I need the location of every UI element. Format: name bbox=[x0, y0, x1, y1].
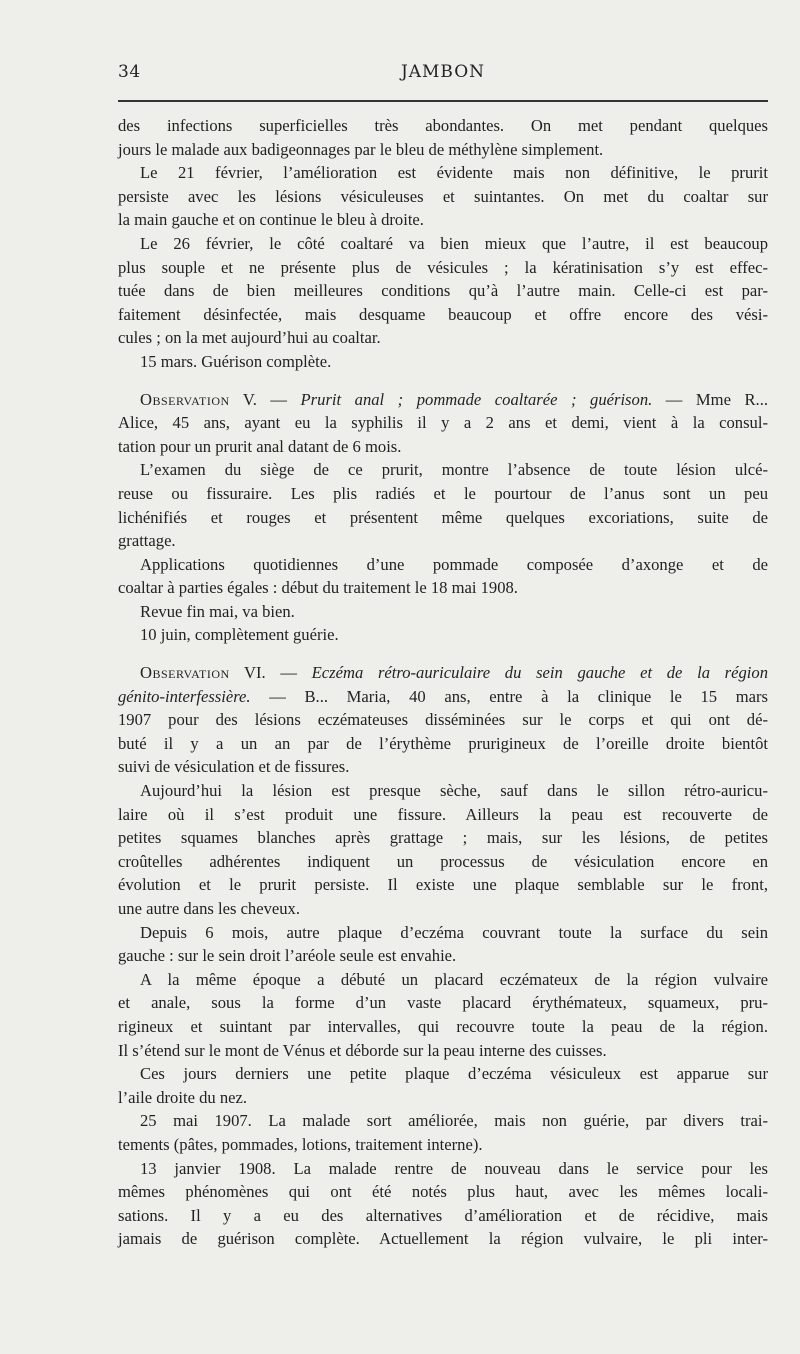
section-gap bbox=[118, 374, 768, 388]
text-line: jamais de guérison complète. Actuellement la région vulvaire, le pli inter- bbox=[118, 1229, 768, 1249]
text-line: sations. Il y a eu des alternatives d’amélioration et de récidive, mais bbox=[118, 1205, 768, 1225]
text-line: croûtelles adhérentes indiquent un processus de vésiculation encore en bbox=[118, 851, 768, 871]
text-line: lichénifiés et rouges et présentent même quelques excoriations, suite de bbox=[118, 507, 768, 527]
text-line: jours le malade aux badigeonnages par le bleu de méthylène simplement. bbox=[118, 139, 604, 159]
observation-label: Observation bbox=[140, 389, 230, 409]
text-line: buté il y a un an par de l’érythème prurigineux de l’oreille droite bientôt bbox=[118, 733, 768, 753]
text-line: Ces jours derniers une petite plaque d’eczéma vésiculeux est apparue sur bbox=[140, 1064, 768, 1084]
text-line: 15 mars. Guérison complète. bbox=[140, 351, 332, 371]
text-line: Alice, 45 ans, ayant eu la syphilis il y a 2 ans et demi, vient à la consul- bbox=[118, 413, 768, 433]
text-line bbox=[118, 661, 768, 685]
text-line: Depuis 6 mois, autre plaque d’eczéma couvrant toute la surface du sein bbox=[140, 922, 768, 942]
text-line bbox=[118, 685, 768, 709]
text-line: gauche : sur le sein droit l’aréole seule est envahie. bbox=[118, 946, 457, 966]
text-line: tation pour un prurit anal datant de 6 mois. bbox=[118, 436, 402, 456]
observation-title: génito-interfessière. bbox=[118, 686, 251, 706]
text-line bbox=[118, 388, 768, 412]
text-line: Revue fin mai, va bien. bbox=[140, 601, 295, 621]
text-line: évolution et le prurit persiste. Il existe une plaque semblable sur le front, bbox=[118, 875, 768, 895]
text-line: Aujourd’hui la lésion est presque sèche, sauf dans le sillon rétro-auricu- bbox=[140, 781, 768, 801]
body-text bbox=[118, 114, 768, 1251]
text-line: L’examen du siège de ce prurit, montre l’absence de toute lésion ulcé- bbox=[140, 460, 768, 480]
text-line: rigineux et suintant par intervalles, qui recouvre toute la peau de la région. bbox=[118, 1016, 768, 1036]
page-number: 34 bbox=[118, 62, 141, 82]
text-line: A la même époque a débuté un placard eczémateux de la région vulvaire bbox=[140, 969, 768, 989]
text-line: la main gauche et on continue le bleu à droite. bbox=[118, 210, 424, 230]
text-line: coaltar à parties égales : début du traitement le 18 mai 1908. bbox=[118, 578, 518, 598]
text-line: Il s’étend sur le mont de Vénus et déborde sur la peau interne des cuisses. bbox=[118, 1040, 607, 1060]
text-line: l’aile droite du nez. bbox=[118, 1087, 248, 1107]
text-line: tuée dans de bien meilleures conditions qu’à l’autre main. Celle-ci est par- bbox=[118, 281, 768, 301]
text-line: petites squames blanches après grattage ; mais, sur les lésions, de petites bbox=[118, 828, 768, 848]
text-line: plus souple et ne présente plus de vésicules ; la kératinisation s’y est effec- bbox=[118, 257, 768, 277]
header-rule bbox=[118, 100, 768, 102]
text-line: 10 juin, complètement guérie. bbox=[140, 625, 339, 645]
text-line: Le 21 février, l’amélioration est évidente mais non définitive, le prurit bbox=[140, 163, 768, 183]
observation-label: Observation bbox=[140, 663, 230, 683]
text-line: et anale, sous la forme d’un vaste placard érythémateux, squameux, pru- bbox=[118, 993, 768, 1013]
observation-title: Prurit anal ; pommade coaltarée ; guérison. bbox=[300, 389, 653, 409]
observation-title: Eczéma rétro-auriculaire du sein gauche et de la région bbox=[311, 663, 769, 683]
text-line: 13 janvier 1908. La malade rentre de nouveau dans le service pour les bbox=[140, 1158, 768, 1178]
text-segment: V. — bbox=[229, 389, 301, 409]
text-line: des infections superficielles très abondantes. On met pendant quelques bbox=[118, 116, 768, 135]
text-line: reuse ou fissuraire. Les plis radiés et le pourtour de l’anus sont un peu bbox=[118, 483, 768, 503]
text-line: grattage. bbox=[118, 531, 176, 551]
text-line: 25 mai 1907. La malade sort améliorée, mais non guérie, par divers trai- bbox=[140, 1111, 768, 1131]
text-line: 1907 pour des lésions eczémateuses disséminées sur le corps et qui ont dé- bbox=[118, 710, 768, 730]
text-segment: — B... Maria, 40 ans, entre à la clinique le 15 mars bbox=[250, 686, 768, 706]
text-line: faitement désinfectée, mais desquame beaucoup et offre encore des vési- bbox=[118, 304, 768, 324]
text-line: Le 26 février, le côté coaltaré va bien mieux que l’autre, il est beaucoup bbox=[140, 233, 768, 253]
text-line: cules ; on la met aujourd’hui au coaltar. bbox=[118, 328, 381, 348]
text-line: une autre dans les cheveux. bbox=[118, 899, 300, 918]
text-line: suivi de vésiculation et de fissures. bbox=[118, 757, 350, 777]
running-title: JAMBON bbox=[400, 62, 486, 82]
text-segment: — Mme R... bbox=[652, 389, 768, 409]
page-header bbox=[118, 62, 768, 84]
text-line: laire où il s’est produit une fissure. Ailleurs la peau est recouverte de bbox=[118, 804, 768, 824]
text-line: mêmes phénomènes qui ont été notés plus haut, avec les mêmes locali- bbox=[118, 1182, 768, 1202]
text-segment: VI. — bbox=[229, 663, 312, 683]
text-line: tements (pâtes, pommades, lotions, traitement interne). bbox=[118, 1134, 483, 1154]
text-line: persiste avec les lésions vésiculeuses et suintantes. On met du coaltar sur bbox=[118, 186, 768, 206]
section-gap bbox=[118, 647, 768, 661]
text-line: Applications quotidiennes d’une pommade composée d’axonge et de bbox=[140, 554, 768, 574]
